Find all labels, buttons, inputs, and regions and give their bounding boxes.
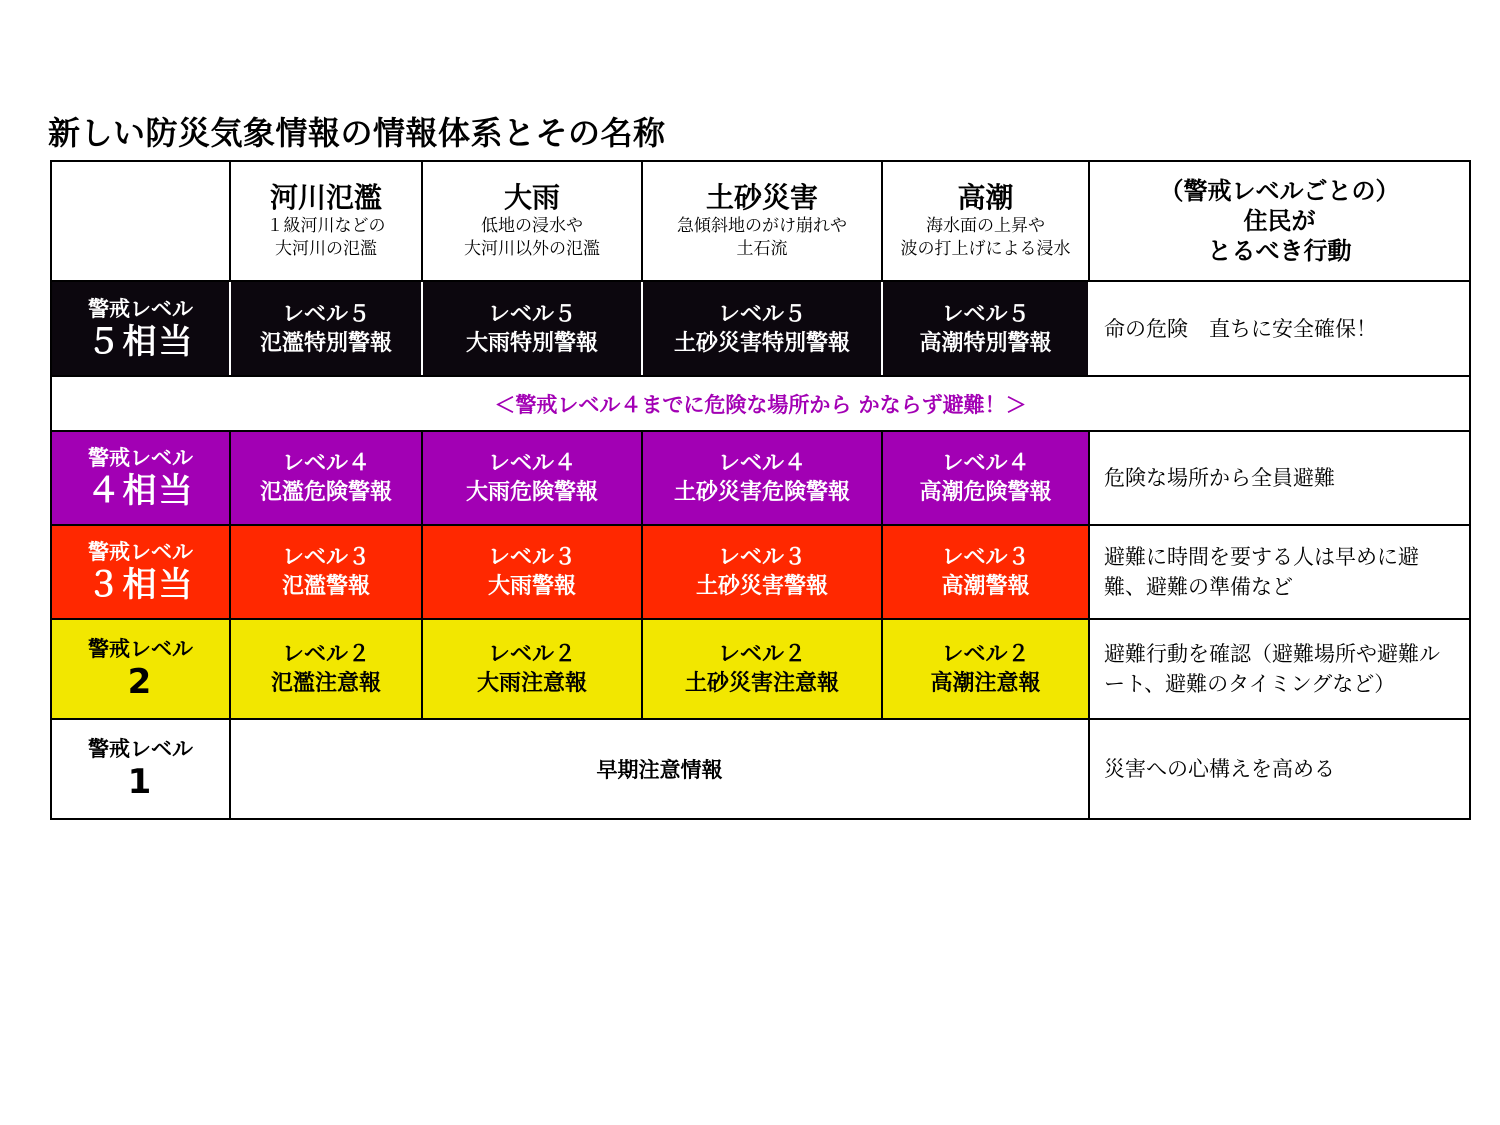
level-number: ３相当 bbox=[86, 565, 195, 605]
level-label: 警戒レベル bbox=[88, 637, 193, 661]
level3-label-cell bbox=[51, 525, 230, 619]
warning-cell bbox=[230, 431, 422, 525]
level-label: 警戒レベル bbox=[88, 737, 193, 761]
early-warning-info-cell: 早期注意情報 bbox=[230, 719, 1089, 819]
level4-label-cell bbox=[51, 431, 230, 525]
warning-level: レベル５ bbox=[487, 301, 576, 327]
warning-name: 大雨危険警報 bbox=[465, 480, 598, 505]
header-sub: 大河川の氾濫 bbox=[275, 239, 377, 259]
warning-level-table bbox=[50, 160, 1471, 820]
warning-level: レベル３ bbox=[717, 545, 806, 570]
header-name: 大雨 bbox=[503, 181, 560, 214]
warning-name: 土砂災害警報 bbox=[695, 574, 828, 599]
warning-name: 高潮警報 bbox=[941, 574, 1030, 599]
level-number: ５相当 bbox=[86, 321, 195, 362]
warning-name: 氾濫注意報 bbox=[270, 671, 381, 696]
warning-name: 大雨特別警報 bbox=[465, 330, 598, 356]
warning-level: レベル２ bbox=[717, 642, 806, 667]
warning-name: 氾濫特別警報 bbox=[259, 330, 392, 356]
warning-cell bbox=[882, 281, 1089, 376]
warning-cell bbox=[422, 619, 642, 719]
level4-row bbox=[51, 431, 1470, 525]
warning-name: 大雨注意報 bbox=[476, 671, 587, 696]
resident-action-cell: 避難に時間を要する人は早めに避難、避難の準備など bbox=[1089, 525, 1470, 619]
header-sub: １級河川などの bbox=[266, 216, 386, 236]
header-sub: 急傾斜地のがけ崩れや bbox=[677, 216, 847, 236]
warning-level: レベル５ bbox=[941, 301, 1030, 327]
resident-action-cell: 危険な場所から全員避難 bbox=[1089, 431, 1470, 525]
level-label: 警戒レベル bbox=[88, 446, 193, 470]
warning-name: 氾濫危険警報 bbox=[259, 480, 392, 505]
resident-action-cell: 災害への心構えを高める bbox=[1089, 719, 1470, 819]
warning-cell bbox=[642, 619, 882, 719]
evacuation-banner: ＜警戒レベル４までに危険な場所から かならず避難！＞ bbox=[51, 376, 1470, 431]
header-resident-action bbox=[1089, 161, 1470, 281]
warning-cell bbox=[230, 525, 422, 619]
warning-level: レベル３ bbox=[487, 545, 576, 570]
warning-level: レベル３ bbox=[941, 545, 1030, 570]
level-label: 警戒レベル bbox=[88, 296, 193, 321]
warning-name: 土砂災害特別警報 bbox=[673, 330, 850, 356]
header-name: 高潮 bbox=[957, 181, 1014, 214]
warning-name: 高潮注意報 bbox=[930, 671, 1041, 696]
header-landslide bbox=[642, 161, 882, 281]
warning-cell bbox=[882, 525, 1089, 619]
warning-level: レベル３ bbox=[281, 545, 370, 570]
level-label: 警戒レベル bbox=[88, 540, 193, 564]
header-action-line: 住民が bbox=[1243, 207, 1316, 235]
warning-level: レベル４ bbox=[717, 451, 806, 476]
header-name: 河川氾濫 bbox=[269, 181, 382, 214]
level5-label-cell bbox=[51, 281, 230, 376]
level2-label-cell bbox=[51, 619, 230, 719]
warning-cell bbox=[882, 619, 1089, 719]
warning-name: 大雨警報 bbox=[487, 574, 576, 599]
warning-cell bbox=[642, 431, 882, 525]
resident-action-cell: 命の危険 直ちに安全確保！ bbox=[1089, 281, 1470, 376]
level1-row bbox=[51, 719, 1470, 819]
warning-level: レベル２ bbox=[487, 642, 576, 667]
warning-cell bbox=[230, 619, 422, 719]
header-sub: 土石流 bbox=[736, 239, 788, 259]
header-row bbox=[51, 161, 1470, 281]
warning-cell bbox=[422, 431, 642, 525]
header-name: 土砂災害 bbox=[705, 181, 818, 214]
warning-name: 土砂災害危険警報 bbox=[673, 480, 850, 505]
level-number: 1 bbox=[127, 762, 154, 802]
warning-cell bbox=[642, 525, 882, 619]
level3-row bbox=[51, 525, 1470, 619]
header-sub: 低地の浸水や bbox=[481, 216, 583, 236]
warning-name: 土砂災害注意報 bbox=[684, 671, 839, 696]
warning-level: レベル２ bbox=[941, 642, 1030, 667]
level2-row bbox=[51, 619, 1470, 719]
warning-cell bbox=[230, 281, 422, 376]
header-sub: 海水面の上昇や bbox=[926, 216, 1045, 236]
header-river-flood bbox=[230, 161, 422, 281]
warning-level: レベル４ bbox=[487, 451, 576, 476]
warning-level: レベル５ bbox=[717, 301, 806, 327]
warning-cell bbox=[422, 525, 642, 619]
warning-level: レベル２ bbox=[281, 642, 370, 667]
header-sub: 大河川以外の氾濫 bbox=[464, 239, 600, 259]
level1-label-cell bbox=[51, 719, 230, 819]
warning-cell bbox=[422, 281, 642, 376]
page-title: 新しい防災気象情報の情報体系とその名称 bbox=[48, 114, 666, 152]
banner-row bbox=[51, 376, 1470, 431]
warning-name: 高潮危険警報 bbox=[919, 480, 1052, 505]
level5-row bbox=[51, 281, 1470, 376]
warning-level: レベル４ bbox=[281, 451, 370, 476]
header-corner-cell bbox=[51, 161, 230, 281]
header-heavy-rain bbox=[422, 161, 642, 281]
header-action-line: （警戒レベルごとの） bbox=[1159, 177, 1400, 205]
warning-name: 高潮特別警報 bbox=[919, 330, 1052, 356]
warning-cell bbox=[642, 281, 882, 376]
warning-level: レベル４ bbox=[941, 451, 1030, 476]
warning-cell bbox=[882, 431, 1089, 525]
warning-name: 氾濫警報 bbox=[281, 574, 370, 599]
resident-action-cell: 避難行動を確認（避難場所や避難ルート、避難のタイミングなど） bbox=[1089, 619, 1470, 719]
level-number: ４相当 bbox=[86, 471, 195, 511]
header-storm-surge bbox=[882, 161, 1089, 281]
warning-level: レベル５ bbox=[281, 301, 370, 327]
level-number: 2 bbox=[127, 662, 154, 702]
header-action-line: とるべき行動 bbox=[1207, 237, 1352, 265]
header-sub: 波の打上げによる浸水 bbox=[900, 239, 1071, 259]
